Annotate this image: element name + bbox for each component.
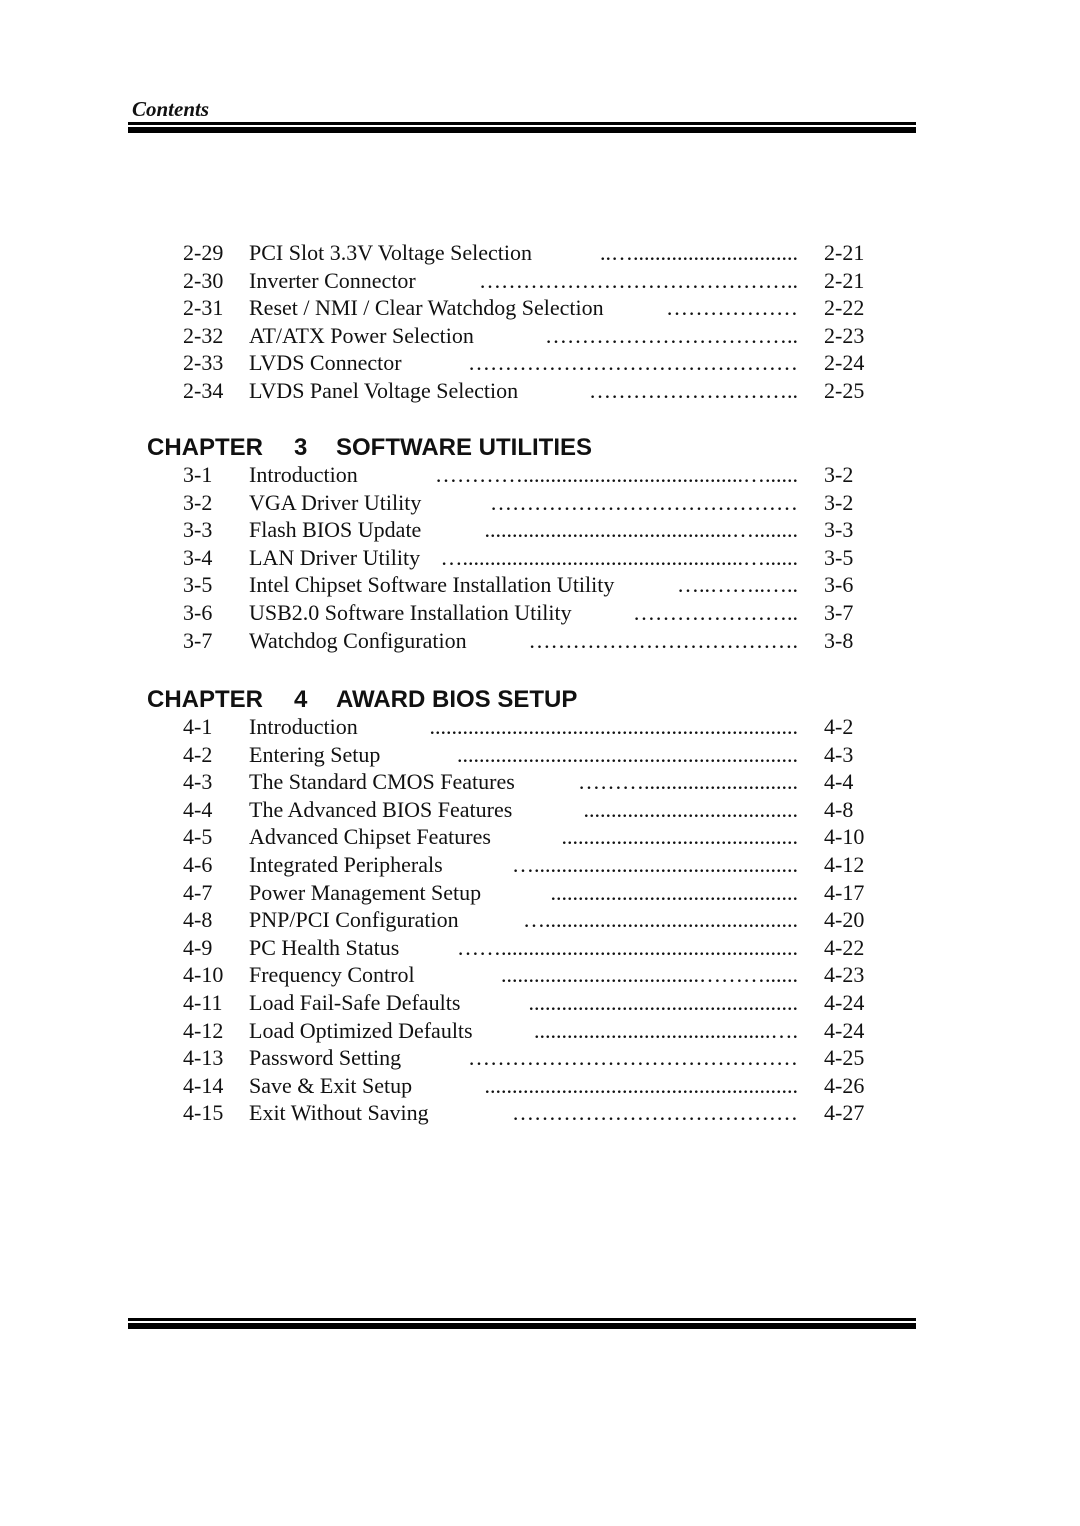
toc-entry[interactable] xyxy=(0,545,1080,573)
toc-entry[interactable] xyxy=(0,935,1080,963)
entry-page-number: 3-3 xyxy=(824,517,854,543)
entry-title: AT/ATX Power Selection xyxy=(249,322,474,348)
entry-leader-dots: …………........................................…...... xyxy=(435,462,798,487)
entry-title: Flash BIOS Update xyxy=(249,517,422,543)
entry-number: 2-29 xyxy=(183,240,224,265)
entry-number: 4-14 xyxy=(183,1072,224,1098)
entry-title: LVDS Panel Voltage Selection xyxy=(249,378,519,403)
entry-number: 4-3 xyxy=(183,769,213,795)
entry-leader-dots: …................................................ xyxy=(512,852,798,877)
toc-entry[interactable] xyxy=(0,517,1080,545)
entry-leader-dots: ……………………………………… xyxy=(468,1045,798,1071)
entry-page-number: 3-2 xyxy=(824,462,854,487)
entry-leader-dots: ...........................................…. xyxy=(534,1017,798,1043)
entry-leader-dots: ................................................................... xyxy=(429,714,798,739)
entry-leader-dots: ………………………………… xyxy=(512,1100,798,1126)
toc-entry[interactable] xyxy=(0,240,1080,268)
entry-page-number: 4-24 xyxy=(824,990,865,1015)
entry-title: Reset / NMI / Clear Watchdog Selection xyxy=(249,295,604,321)
entry-leader-dots: ……………………………………… xyxy=(468,350,798,376)
entry-title: PC Health Status xyxy=(249,934,400,960)
entry-page-number: 4-8 xyxy=(824,796,854,822)
footer-rule-thin xyxy=(128,1318,916,1321)
entry-title: Watchdog Configuration xyxy=(249,627,467,653)
toc-entry[interactable] xyxy=(0,378,1080,406)
toc-entry[interactable] xyxy=(0,824,1080,852)
entry-leader-dots: .............................................…........ xyxy=(484,517,798,543)
toc-entry[interactable] xyxy=(0,268,1080,296)
entry-number: 2-33 xyxy=(183,350,224,376)
entry-title: Exit Without Saving xyxy=(249,1100,429,1126)
entry-leader-dots: ....................................... xyxy=(583,796,798,822)
entry-title: USB2.0 Software Installation Utility xyxy=(249,600,572,625)
toc-entry[interactable] xyxy=(0,797,1080,825)
entry-leader-dots: ………………….. xyxy=(633,600,798,625)
entry-number: 3-7 xyxy=(183,627,213,653)
chapter-heading xyxy=(0,686,1080,714)
toc-entry[interactable] xyxy=(0,490,1080,518)
entry-title: LVDS Connector xyxy=(249,350,402,376)
entry-number: 4-6 xyxy=(183,852,213,877)
footer-rule-thick xyxy=(128,1323,916,1329)
entry-page-number: 4-20 xyxy=(824,907,865,933)
entry-page-number: 2-24 xyxy=(824,350,865,376)
entry-page-number: 2-23 xyxy=(824,322,865,348)
entry-page-number: 4-23 xyxy=(824,962,865,988)
entry-leader-dots: ……...................................................... xyxy=(457,934,798,960)
toc-entry[interactable] xyxy=(0,990,1080,1018)
entry-page-number: 4-22 xyxy=(824,934,865,960)
entry-leader-dots: ..….............................. xyxy=(600,240,798,265)
entry-page-number: 4-12 xyxy=(824,852,865,877)
toc-entry[interactable] xyxy=(0,1018,1080,1046)
entry-page-number: 4-10 xyxy=(824,824,865,850)
entry-leader-dots: ........................................... xyxy=(561,824,798,850)
entry-leader-dots: ......................................................... xyxy=(484,1072,798,1098)
entry-title: Entering Setup xyxy=(249,741,381,767)
entry-title: The Standard CMOS Features xyxy=(249,769,515,795)
toc-entry[interactable] xyxy=(0,769,1080,797)
entry-title: Inverter Connector xyxy=(249,267,416,293)
entry-page-number: 4-17 xyxy=(824,879,865,905)
entry-leader-dots: …...................................................…...... xyxy=(440,544,798,570)
entry-number: 4-4 xyxy=(183,796,213,822)
entry-number: 4-10 xyxy=(183,962,224,988)
toc-entry[interactable] xyxy=(0,350,1080,378)
entry-number: 4-1 xyxy=(183,714,213,739)
entry-number: 3-2 xyxy=(183,489,213,515)
entry-number: 2-32 xyxy=(183,322,224,348)
entry-page-number: 4-26 xyxy=(824,1072,865,1098)
entry-page-number: 4-3 xyxy=(824,741,854,767)
entry-title: Integrated Peripherals xyxy=(249,852,443,877)
entry-number: 3-5 xyxy=(183,572,213,598)
entry-number: 4-12 xyxy=(183,1017,224,1043)
entry-title: Introduction xyxy=(249,714,358,739)
entry-number: 4-13 xyxy=(183,1045,224,1071)
toc-entry[interactable] xyxy=(0,1045,1080,1073)
entry-leader-dots: …………………………….. xyxy=(545,322,798,348)
entry-leader-dots: ……………………….. xyxy=(589,378,798,403)
entry-leader-dots: …………………………………… xyxy=(490,489,798,515)
entry-title: Frequency Control xyxy=(249,962,415,988)
chapter-number: 4 xyxy=(294,686,308,713)
entry-number: 2-34 xyxy=(183,378,224,403)
entry-number: 3-4 xyxy=(183,544,213,570)
entry-leader-dots: ………............................ xyxy=(578,769,798,795)
entry-title: Introduction xyxy=(249,462,358,487)
entry-title: Power Management Setup xyxy=(249,879,482,905)
entry-title: Password Setting xyxy=(249,1045,402,1071)
entry-leader-dots: ....................................………...... xyxy=(501,962,798,988)
entry-title: LAN Driver Utility xyxy=(249,544,421,570)
entry-leader-dots: ............................................. xyxy=(550,879,798,905)
entry-page-number: 4-24 xyxy=(824,1017,865,1043)
toc-entry[interactable] xyxy=(0,572,1080,600)
entry-page-number: 3-5 xyxy=(824,544,854,570)
entry-number: 3-6 xyxy=(183,600,213,625)
entry-title: The Advanced BIOS Features xyxy=(249,796,513,822)
entry-page-number: 2-25 xyxy=(824,378,865,403)
entry-number: 2-30 xyxy=(183,267,224,293)
entry-title: PCI Slot 3.3V Voltage Selection xyxy=(249,240,532,265)
toc-entry[interactable] xyxy=(0,462,1080,490)
chapter-label: CHAPTER xyxy=(147,434,264,461)
entry-number: 3-1 xyxy=(183,462,213,487)
entry-leader-dots: .............................................................. xyxy=(457,741,798,767)
entry-number: 4-11 xyxy=(183,990,223,1015)
entry-leader-dots: ……………… xyxy=(666,295,798,321)
entry-number: 4-8 xyxy=(183,907,213,933)
entry-number: 4-9 xyxy=(183,934,213,960)
chapter-title: SOFTWARE UTILITIES xyxy=(336,434,592,461)
entry-title: Save & Exit Setup xyxy=(249,1072,413,1098)
entry-leader-dots: ….............................................. xyxy=(523,907,798,933)
entry-page-number: 4-4 xyxy=(824,769,854,795)
toc-entry[interactable] xyxy=(0,907,1080,935)
entry-page-number: 3-2 xyxy=(824,489,854,515)
entry-title: Advanced Chipset Features xyxy=(249,824,491,850)
entry-page-number: 4-27 xyxy=(824,1100,865,1126)
toc-entry[interactable] xyxy=(0,742,1080,770)
entry-leader-dots: ………………………………. xyxy=(528,627,798,653)
entry-title: PNP/PCI Configuration xyxy=(249,907,459,933)
entry-number: 4-5 xyxy=(183,824,213,850)
toc-entry[interactable] xyxy=(0,962,1080,990)
entry-number: 3-3 xyxy=(183,517,213,543)
toc-entry[interactable] xyxy=(0,714,1080,742)
entry-page-number: 4-25 xyxy=(824,1045,865,1071)
entry-page-number: 2-21 xyxy=(824,240,865,265)
entry-number: 2-31 xyxy=(183,295,224,321)
chapter-title: AWARD BIOS SETUP xyxy=(336,686,578,713)
toc-entry[interactable] xyxy=(0,1100,1080,1128)
entry-page-number: 2-22 xyxy=(824,295,865,321)
toc-entry[interactable] xyxy=(0,600,1080,628)
entry-page-number: 3-6 xyxy=(824,572,854,598)
chapter-heading xyxy=(0,434,1080,462)
toc-entry[interactable] xyxy=(0,880,1080,908)
entry-page-number: 3-8 xyxy=(824,627,854,653)
entry-page-number: 3-7 xyxy=(824,600,854,625)
entry-leader-dots: …………………………………….. xyxy=(479,267,798,293)
entry-leader-dots: …..……..….. xyxy=(677,572,798,598)
toc-entry[interactable] xyxy=(0,295,1080,323)
entry-number: 4-15 xyxy=(183,1100,224,1126)
entry-title: Intel Chipset Software Installation Utility xyxy=(249,572,615,598)
toc-entry[interactable] xyxy=(0,1073,1080,1101)
entry-title: Load Optimized Defaults xyxy=(249,1017,473,1043)
toc-entry[interactable] xyxy=(0,852,1080,880)
toc-entry[interactable] xyxy=(0,323,1080,351)
chapter-number: 3 xyxy=(294,434,308,461)
chapter-label: CHAPTER xyxy=(147,686,264,713)
entry-page-number: 2-21 xyxy=(824,267,865,293)
toc-entry[interactable] xyxy=(0,628,1080,656)
entry-leader-dots: ................................................. xyxy=(528,990,798,1015)
entry-title: Load Fail-Safe Defaults xyxy=(249,990,461,1015)
entry-title: VGA Driver Utility xyxy=(249,489,422,515)
entry-page-number: 4-2 xyxy=(824,714,854,739)
header-title: Contents xyxy=(132,97,210,121)
entry-number: 4-7 xyxy=(183,879,213,905)
entry-number: 4-2 xyxy=(183,741,213,767)
